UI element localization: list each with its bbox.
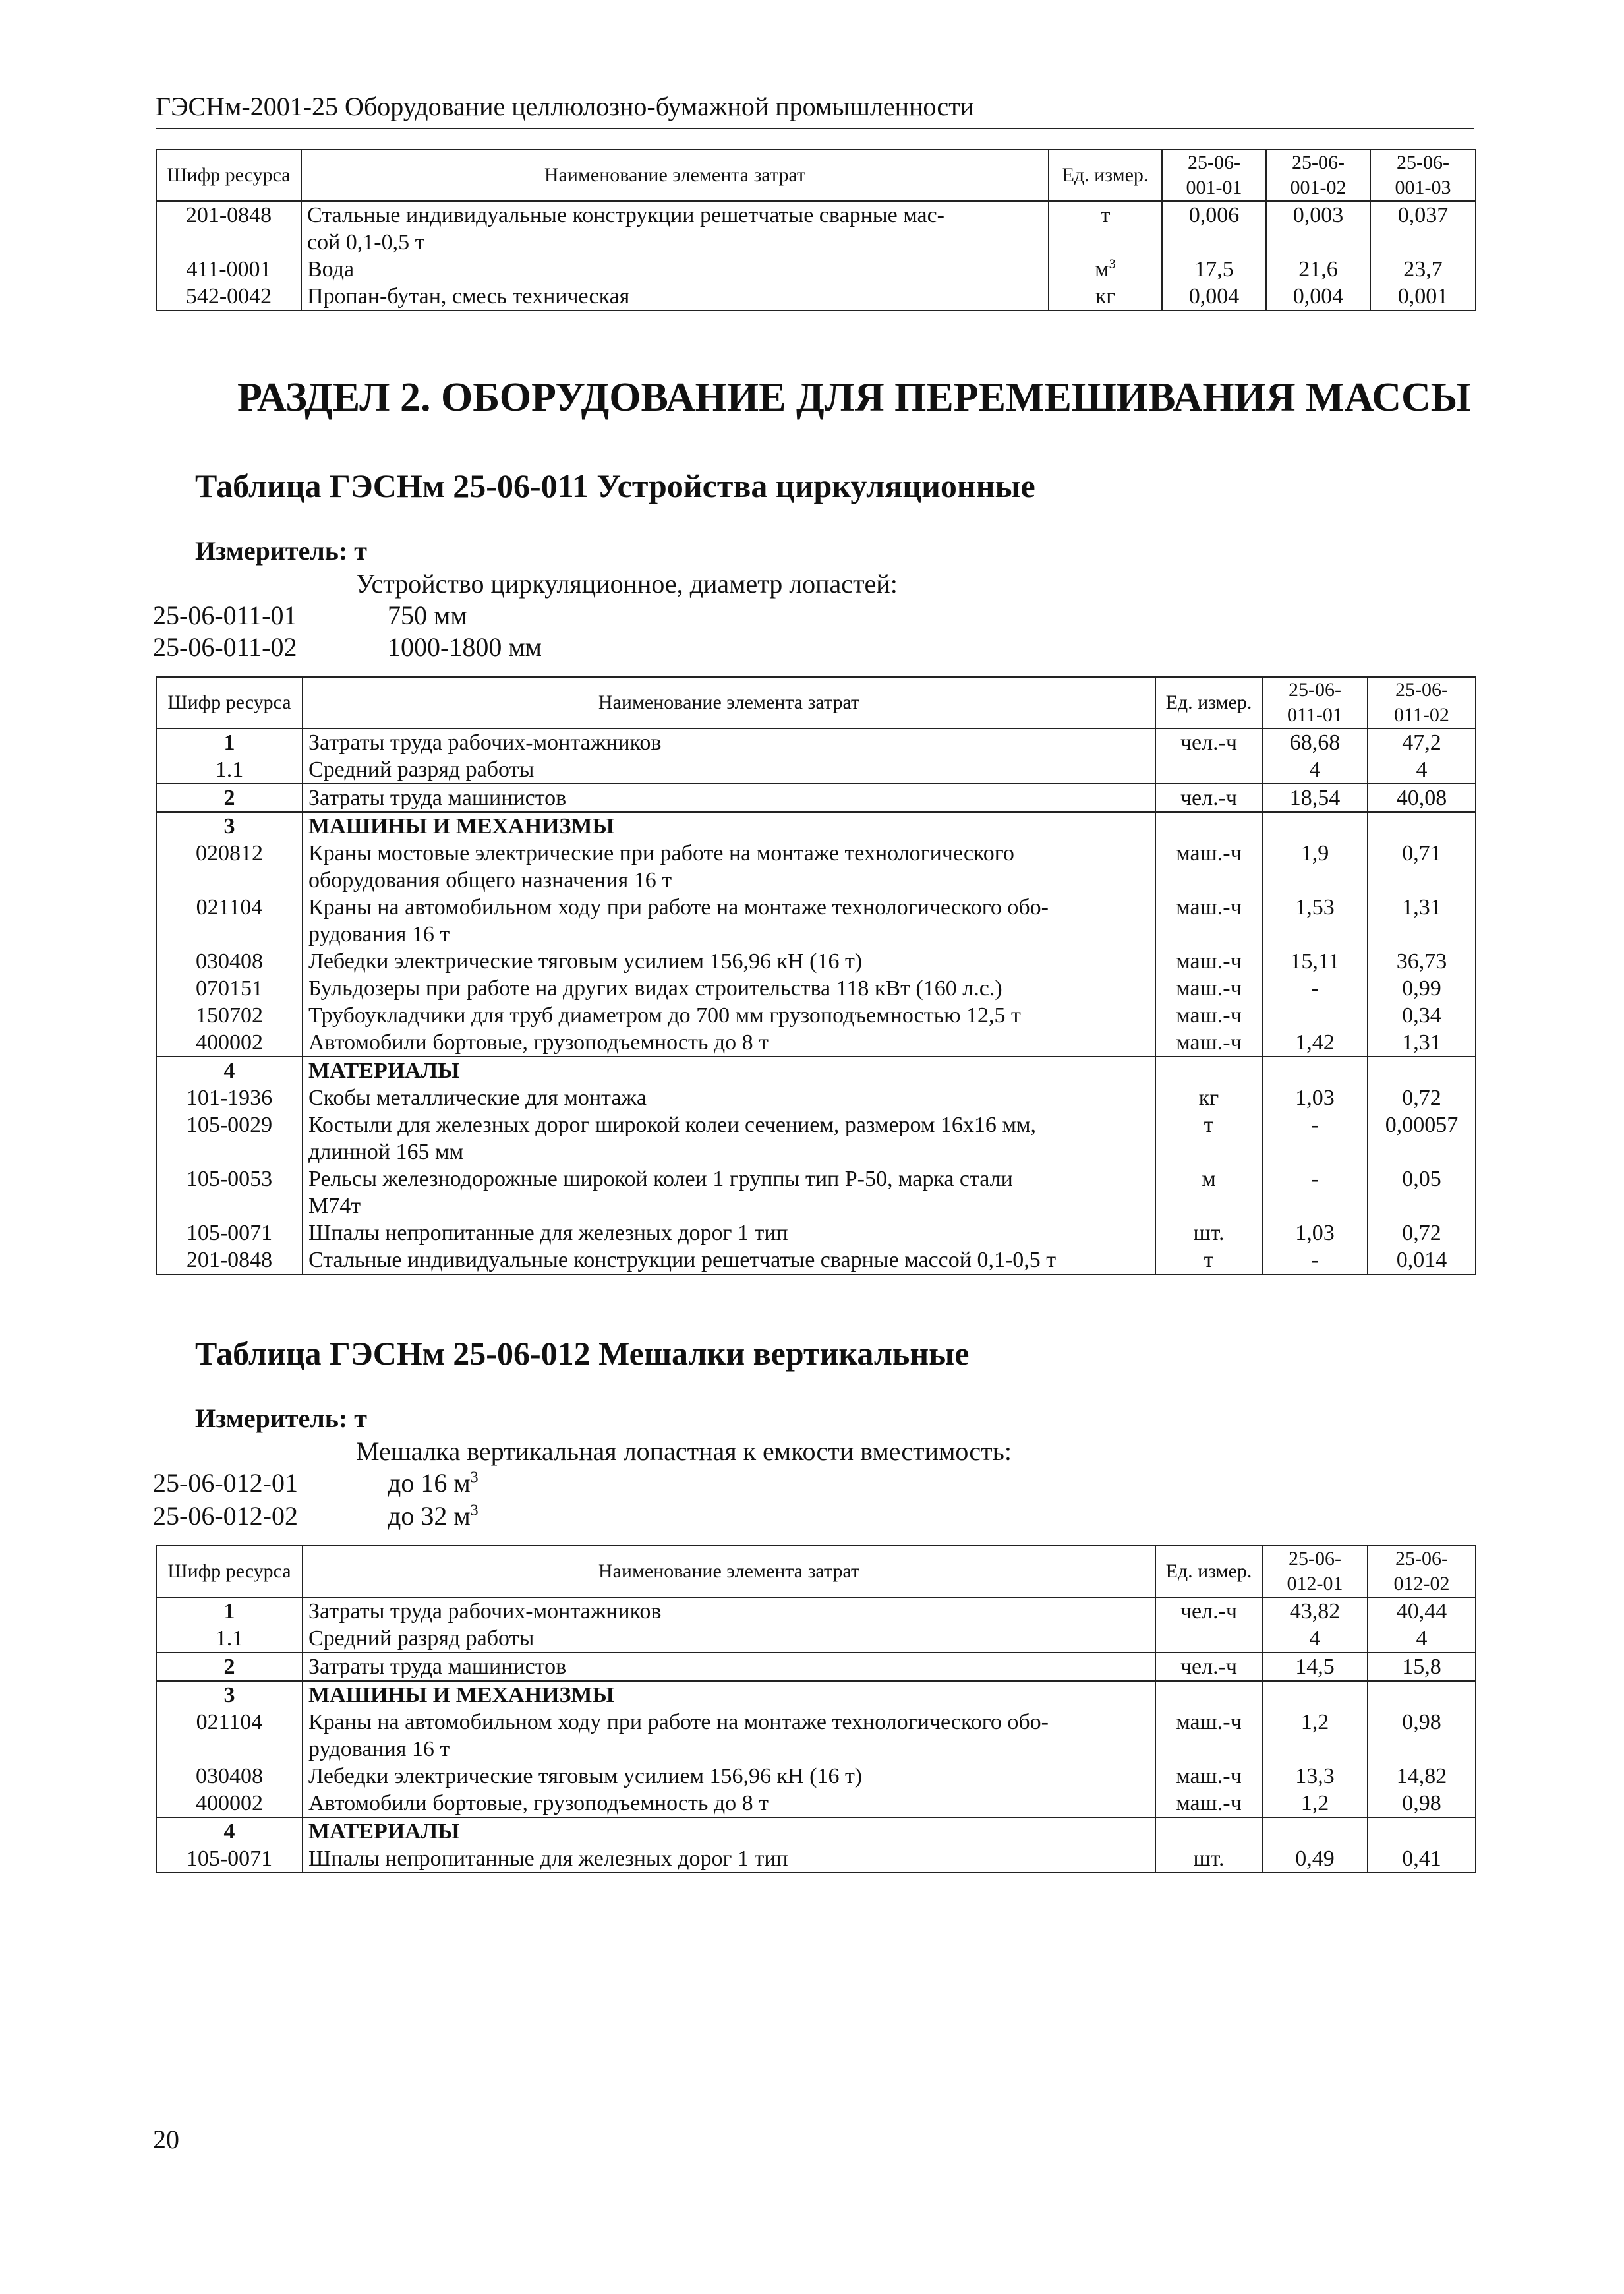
table-012-item-code: 25-06-012-01 bbox=[153, 1468, 298, 1498]
document-header: ГЭСНм-2001-25 Оборудование целлюлозно-бумажной промышленности bbox=[156, 92, 975, 121]
table-row: 4 МАТЕРИАЛЫ bbox=[156, 1817, 1476, 1845]
header-name: Наименование элемента затрат bbox=[301, 150, 1049, 201]
header-unit: Ед. измер. bbox=[1155, 677, 1262, 728]
table-row: 150702 Трубоукладчики для труб диаметром до 700 мм грузоподъемностью 12,5 т маш.-ч 0,34 bbox=[156, 1002, 1476, 1029]
table-012-item-value: до 32 $м^3$ bbox=[388, 1501, 478, 1531]
table-012-measure: Измеритель: т bbox=[195, 1403, 367, 1433]
table-011-measure: Измеритель: т bbox=[195, 536, 367, 566]
table-top bbox=[156, 149, 1476, 311]
table-row: 1 Затраты труда рабочих-монтажников чел.-ч 68,68 47,2 bbox=[156, 728, 1476, 756]
table-012 bbox=[156, 1545, 1476, 1873]
table-row: 201-0848 Стальные индивидуальные конструкции решетчатые сварные массой 0,1-0,5 т т - 0,014 bbox=[156, 1247, 1476, 1274]
table-011-description: Устройство циркуляционное, диаметр лопастей: bbox=[356, 569, 898, 599]
table-row: 021104 Краны на автомобильном ходу при работе на монтаже технологического обо- маш.-ч 1,53 1,31 bbox=[156, 894, 1476, 921]
header-col-1: 25-06- 001-01 bbox=[1162, 150, 1266, 201]
table-row: 400002 Автомобили бортовые, грузоподъемность до 8 т маш.-ч 1,2 0,98 bbox=[156, 1790, 1476, 1817]
table-row: рудования 16 т bbox=[156, 1736, 1476, 1763]
table-row: 411-0001 Вода $м^3$ 17,5 21,6 23,7 bbox=[156, 256, 1476, 283]
table-011-item-code: 25-06-011-01 bbox=[153, 601, 297, 630]
table-row: 030408 Лебедки электрические тяговым усилием 156,96 кН (16 т) маш.-ч 13,3 14,82 bbox=[156, 1763, 1476, 1790]
table-011-item-value: 750 мм bbox=[388, 601, 467, 630]
table-row: 105-0071 Шпалы непропитанные для железных дорог 1 тип шт. 0,49 0,41 bbox=[156, 1845, 1476, 1873]
table-012-item-value: до 16 $м^3$ bbox=[388, 1468, 478, 1498]
table-row: 201-0848 Стальные индивидуальные конструкции решетчатые сварные мас- т 0,006 0,003 0,037 bbox=[156, 201, 1476, 229]
header-code: Шифр ресурса bbox=[156, 150, 301, 201]
header-name: Наименование элемента затрат bbox=[303, 1546, 1155, 1597]
header-col-2: 25-06- 001-02 bbox=[1266, 150, 1370, 201]
table-row: 3 МАШИНЫ И МЕХАНИЗМЫ bbox=[156, 1681, 1476, 1709]
section-heading: РАЗДЕЛ 2. ОБОРУДОВАНИЕ ДЛЯ ПЕРЕМЕШИВАНИЯ МАССЫ bbox=[237, 375, 1471, 420]
table-012-item-code: 25-06-012-02 bbox=[153, 1501, 298, 1531]
table-row: 4 МАТЕРИАЛЫ bbox=[156, 1057, 1476, 1084]
table-011 bbox=[156, 676, 1476, 1275]
table-row: 1 Затраты труда рабочих-монтажников чел.-ч 43,82 40,44 bbox=[156, 1597, 1476, 1625]
header-col-3: 25-06- 001-03 bbox=[1370, 150, 1476, 201]
header-col-1: 25-06- 012-01 bbox=[1262, 1546, 1368, 1597]
header-col-2: 25-06- 012-02 bbox=[1368, 1546, 1476, 1597]
table-011-item-value: 1000-1800 мм bbox=[388, 632, 542, 662]
table-row: 105-0029 Костыли для железных дорог широкой колеи сечением, размером 16х16 мм, т - 0,00057 bbox=[156, 1111, 1476, 1138]
table-row: 021104 Краны на автомобильном ходу при работе на монтаже технологического обо- маш.-ч 1,2 0,98 bbox=[156, 1709, 1476, 1736]
table-row: 101-1936 Скобы металлические для монтажа кг 1,03 0,72 bbox=[156, 1084, 1476, 1111]
unit-cubic-meter: $м^3$ bbox=[1049, 256, 1162, 283]
table-row: 105-0053 Рельсы железнодорожные широкой колеи 1 группы тип Р-50, марка стали м - 0,05 bbox=[156, 1165, 1476, 1192]
header-unit: Ед. измер. bbox=[1155, 1546, 1262, 1597]
header-code: Шифр ресурса bbox=[156, 1546, 303, 1597]
header-code: Шифр ресурса bbox=[156, 677, 303, 728]
table-row: 542-0042 Пропан-бутан, смесь техническая кг 0,004 0,004 0,001 bbox=[156, 283, 1476, 310]
table-row: 1.1 Средний разряд работы 4 4 bbox=[156, 1625, 1476, 1653]
header-col-1: 25-06- 011-01 bbox=[1262, 677, 1368, 728]
table-row: длинной 165 мм bbox=[156, 1138, 1476, 1165]
table-row: 3 МАШИНЫ И МЕХАНИЗМЫ bbox=[156, 812, 1476, 840]
table-row: 030408 Лебедки электрические тяговым усилием 156,96 кН (16 т) маш.-ч 15,11 36,73 bbox=[156, 948, 1476, 975]
header-name: Наименование элемента затрат bbox=[303, 677, 1155, 728]
table-row: 400002 Автомобили бортовые, грузоподъемность до 8 т маш.-ч 1,42 1,31 bbox=[156, 1029, 1476, 1057]
table-row: 020812 Краны мостовые электрические при работе на монтаже технологического маш.-ч 1,9 0,71 bbox=[156, 840, 1476, 867]
table-011-item-code: 25-06-011-02 bbox=[153, 632, 297, 662]
table-row: 2 Затраты труда машинистов чел.-ч 14,5 15,8 bbox=[156, 1653, 1476, 1681]
table-row: 1.1 Средний разряд работы 4 4 bbox=[156, 756, 1476, 784]
table-row: 070151 Бульдозеры при работе на других видах строительства 118 кВт (160 л.с.) маш.-ч - 0,99 bbox=[156, 975, 1476, 1002]
table-row: рудования 16 т bbox=[156, 921, 1476, 948]
table-row: оборудования общего назначения 16 т bbox=[156, 867, 1476, 894]
table-011-title: Таблица ГЭСНм 25-06-011 Устройства циркуляционные bbox=[195, 467, 1035, 504]
table-row: М74т bbox=[156, 1192, 1476, 1220]
header-col-2: 25-06- 011-02 bbox=[1368, 677, 1476, 728]
header-unit: Ед. измер. bbox=[1049, 150, 1162, 201]
table-row: 2 Затраты труда машинистов чел.-ч 18,54 40,08 bbox=[156, 784, 1476, 812]
table-row: сой 0,1-0,5 т bbox=[156, 229, 1476, 256]
table-row: 105-0071 Шпалы непропитанные для железных дорог 1 тип шт. 1,03 0,72 bbox=[156, 1220, 1476, 1247]
table-012-description: Мешалка вертикальная лопастная к емкости вместимость: bbox=[356, 1436, 1012, 1466]
page-number: 20 bbox=[153, 2125, 179, 2154]
table-012-title: Таблица ГЭСНм 25-06-012 Мешалки вертикальные bbox=[195, 1335, 970, 1372]
header-rule bbox=[156, 128, 1474, 129]
